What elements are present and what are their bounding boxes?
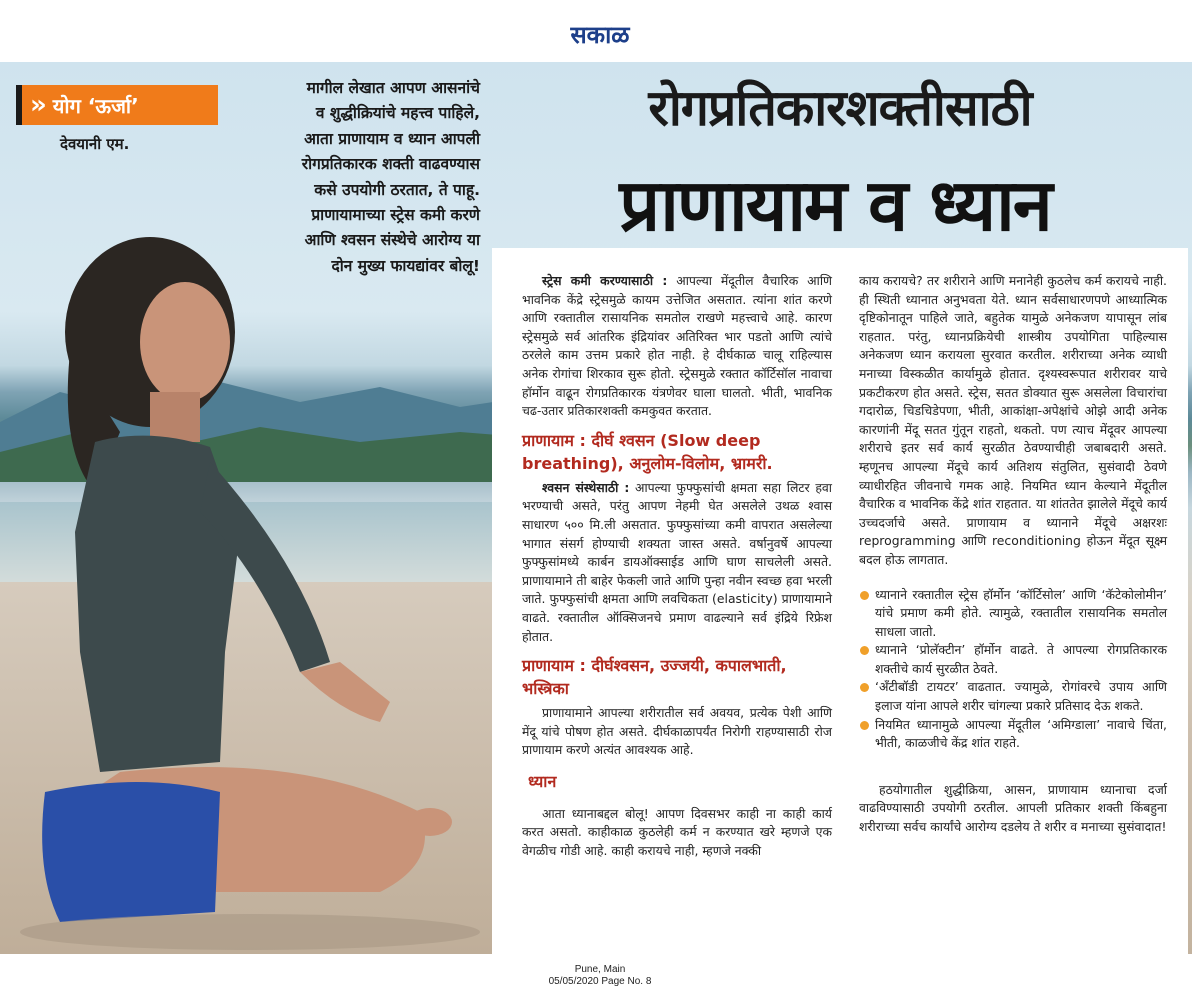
page-footer [0,964,1200,988]
subheading-dhyan: ध्यान [528,771,557,791]
article-column-2 [859,272,1167,837]
benefit-text: नियमित ध्यानामुळे आपल्या मेंदूतील ‘अमिग्डाला’ नावाचे चिंता, भीती, काळजीचे केंद्र शांत राहते. [875,716,1167,751]
benefit-item [859,678,1167,715]
intro-paragraph: मागील लेखात आपण आसनांचे व शुद्धीक्रियांचे महत्त्व पाहिले, आता प्राणायाम व ध्यान आपली रोगप्रतिकारक शक्ती वाढवण्यास कसे उपयोगी ठरतात, ते पाहू. प्राणायामाच्या स्ट्रेस कमी करणे आणि श्वसन संस्थेचे आरोग्य या दोन मुख्य फायद्यांवर बोलू! [301,79,480,275]
closing-paragraph: हठयोगातील शुद्धीक्रिया, आसन, प्राणायाम ध्यानाचा दर्जा वाढविण्यासाठी उपयोगी ठरतील. आपली प्रतिकार शक्ती किंबहुना शरीराच्या सर्वच कार्यांचे आरोग्य दडलेय ते शरीर व मनाच्या सुसंवादात! [859,781,1167,835]
dhyan-continued-paragraph: काय करायचे? तर शरीराने आणि मनानेही कुठलेच कर्म करायचे नाही. ही स्थिती ध्यानात अनुभवता येते. ध्यान सर्वसाधारणपणे आध्यात्मिक दृष्टिकोनातून पाहिले जाते, बहुतेक यामुळे अनेकजण यापासून लांब राहतात. परंतु, ध्यानप्रक्रियेची शास्त्रीय उपयोगिता पाहिल्यास अनेकजण ध्यान करायला सुरवात करतील. शरीराच्या अनेक व्याधी मनाच्या विस्कळीत कार्यामुळे होतात. दृश्यस्वरूपात शरीरावर याचे प्रकटीकरण होत असते. स्ट्रेस, सतत डोक्यात सुरू असलेला विचारांचा गदारोळ, चिडचिडेपणा, भीती, आकांक्षा-अपेक्षांचे ओझे आदी अनेक कारणांनी मेंदू सतत गुंतून राहतो, थकतो. पण त्याच मेंदूवर आपल्या शरीराचे इतर सर्व कार्य सुरळीत ठेवण्याचीही जबाबदारी असते. म्हणूनच आपल्या मेंदूचे कार्य अतिशय संतुलित, सुसंवादी ठेवणे व्याधीरहित जीवनाचे गमक आहे. नियमित ध्यान केल्याने मेंदूतील वैचारिक व भावनिक केंद्रे शांत राहतात. या शांततेत झालेले मेंदूचे कार्य उच्चदर्जाचे असते. प्राणायाम व ध्यानाने मेंदूचे अक्षरशः reprogramming आणि reconditioning होऊन मेंदूत सूक्ष्म बदल होऊ लागतात. [859,273,1167,567]
newspaper-masthead: सकाळ [570,20,630,49]
benefit-text: ध्यानाने रक्तातील स्ट्रेस हॉर्मोन ‘कॉर्टिसोल’ आणि ‘कॅटेकोलोमीन’ यांचे प्रमाण कमी होते. त्यामुळे, रक्तातील रासायनिक समतोल साधला जातो. [875,586,1167,639]
benefit-item [859,641,1167,678]
benefits-list [859,586,1167,753]
benefit-text: ध्यानाने ‘प्रोलॅक्टीन’ हॉर्मोन वाढते. ते आपल्या रोगप्रतिकारक शक्तीचे कार्य सुरळीत ठेवते. [875,642,1167,676]
meditating-woman-illustration [0,232,520,952]
subheading-pranayam-2: प्राणायाम : दीर्घश्वसन, उज्जयी, कपालभाती, भस्त्रिका [522,656,787,699]
benefit-text: ‘अँटीबॉडी टायटर’ वाढतात. ज्यामुळे, रोगांवरचे उपाय आणि इलाज यांना आपले शरीर चांगल्या प्रकारे प्रतिसाद देऊ शकते. [875,679,1167,714]
bullet-dot-icon [860,646,869,655]
article-column-1 [522,272,832,861]
edition-label: Pune, Main [574,964,626,975]
stress-paragraph [522,272,832,421]
stress-text: आपल्या मेंदूतील वैचारिक आणि भावनिक केंद्रे स्ट्रेसमुळे कायम उत्तेजित असतात. त्यांना शांत करणे आणि रक्तातील रासायनिक समतोल राखणे महत्त्वाचे आहे. कारण स्ट्रेसमुळे सर्व आंतरिक इंद्रियांवर अतिरिक्त भार पडतो आणि त्यांचे ठरलेले काम उत्तम प्रकारे होत नाही. हे दीर्घकाळ चालू राहिल्यास अनेक रोगांचा शिरकाव सुरू होतो. स्ट्रेसमुळे रक्तात कॉर्टिसॉल नावाचा हॉर्मोन वाढून रोगप्रतिकारक यंत्रणेवर घाला घालतो. भीती, भावनिक चढ-उतार प्रतिकारशक्ती कमकुवत करतात. [522,273,832,419]
stress-lead: स्ट्रेस कमी करण्यासाठी : [542,273,668,288]
date-page-label: 05/05/2020 Page No. 8 [548,976,652,987]
headline-line-2: प्राणायाम व ध्यान [619,163,1051,247]
breathing-paragraph [522,479,832,646]
author-name: देवयानी एम. [60,135,130,153]
dhyan-paragraph: आता ध्यानाबद्दल बोलू! आपण दिवसभर काही ना काही कार्य करत असतो. काहीकाळ कुठलेही कर्म न करण्यात खरे म्हणजे एक वेगळीच गोडी आहे. काही करायचे नाही, म्हणजे नक्की [522,805,832,859]
breath-text: आपल्या फुफ्फुसांची क्षमता सहा लिटर हवा भरण्याची असते, परंतु आपण नेहमी घेत असलेले उथळ श्वास साधारण ५०० मि.ली असतात. फुफ्फुसांच्या कमी वापरात असलेल्या भागात संसर्ग होण्याची शक्यता जास्त असते. वर्षानुवर्षे आपल्या फुफ्फुसांमध्ये कार्बन डायऑक्साईड आणि घाण साचलेली असते. प्राणायामाने ती बाहेर फेकली जाते आणि पुन्हा नवीन स्वच्छ हवा भरली जाते. फुफ्फुसांची क्षमता आणि लवचिकता (elasticity) प्राणायामाने वाढते. रक्तातील ऑक्सिजनचे प्रमाण वाढल्याने सर्व इंद्रिये रिफ्रेश होतात. [522,479,833,644]
benefit-item [859,716,1167,753]
newspaper-clipping [0,62,1192,954]
benefit-item [859,586,1167,642]
bullet-dot-icon [860,683,869,692]
pranayam-paragraph: प्राणायामाने आपल्या शरीरातील सर्व अवयव, प्रत्येक पेशी आणि मेंदू यांचे पोषण होत असते. दीर्घकाळापर्यंत निरोगी राहण्यासाठी रोज प्राणायाम करणे अत्यंत आवश्यक आहे. [522,705,832,758]
column-tag-badge [16,85,218,125]
double-chevron-icon: » [30,90,47,120]
article-body [492,248,1188,954]
headline-line-1: रोगप्रतिकारशक्तीसाठी [648,79,1032,137]
column-tag-label: योग ‘ऊर्जा’ [52,93,139,118]
subheading-pranayam-1: प्राणायाम : दीर्घ श्वसन (Slow deep breathing), अनुलोम-विलोम, भ्रामरी. [522,430,773,473]
bullet-dot-icon [860,721,869,730]
breath-lead: श्वसन संस्थेसाठी : [542,479,630,495]
bullet-dot-icon [860,591,869,600]
